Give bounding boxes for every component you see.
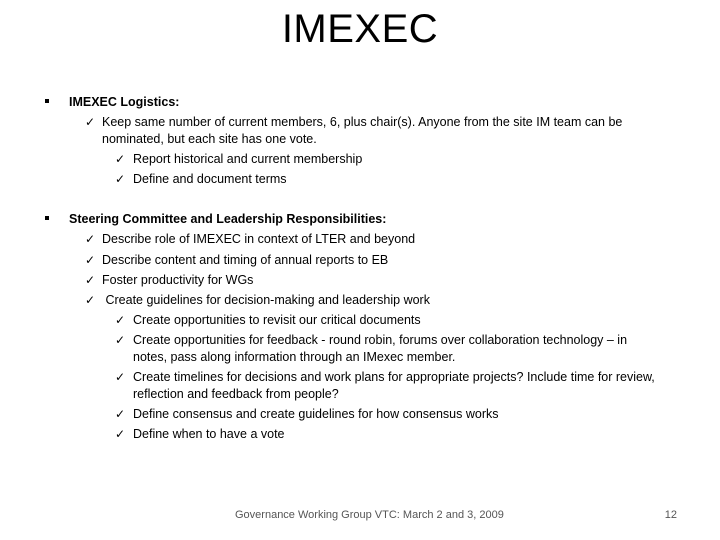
steering-sub-item: Create opportunities to revisit our critical documents (133, 313, 421, 327)
checkmark-icon: ✓ (115, 313, 126, 327)
logistics-point-line1: Keep same number of current members, 6, plus chair(s). Anyone from the site IM team can be (102, 115, 623, 129)
steering-sub-item-cont: notes, pass along information through an IMexec member. (133, 350, 456, 364)
square-bullet-icon (45, 216, 49, 220)
steering-sub-item: Define when to have a vote (133, 427, 285, 441)
steering-point: Foster productivity for WGs (102, 273, 254, 287)
checkmark-icon: ✓ (85, 273, 96, 287)
section-steering-heading: Steering Committee and Leadership Responsibilities: (69, 212, 387, 226)
logistics-sub-item: Report historical and current membership (133, 152, 363, 166)
section-logistics-heading: IMEXEC Logistics: (69, 95, 180, 109)
steering-sub-item: Define consensus and create guidelines for how consensus works (133, 407, 499, 421)
square-bullet-icon (45, 99, 49, 103)
steering-sub-item: Create timelines for decisions and work plans for appropriate projects? Include time for review, (133, 370, 655, 384)
checkmark-icon: ✓ (115, 152, 126, 166)
checkmark-icon: ✓ (115, 172, 126, 186)
checkmark-icon: ✓ (85, 232, 96, 246)
steering-point: Create guidelines for decision-making and leadership work (102, 293, 430, 307)
checkmark-icon: ✓ (85, 293, 96, 307)
checkmark-icon: ✓ (115, 407, 126, 421)
steering-sub-item-cont: reflection and feedback from people? (133, 387, 339, 401)
checkmark-icon: ✓ (115, 370, 126, 384)
steering-point: Describe content and timing of annual reports to EB (102, 253, 389, 267)
steering-point: Describe role of IMEXEC in context of LTER and beyond (102, 232, 416, 246)
checkmark-icon: ✓ (85, 253, 96, 267)
checkmark-icon: ✓ (85, 115, 96, 129)
logistics-sub-item: Define and document terms (133, 172, 287, 186)
checkmark-icon: ✓ (115, 333, 126, 347)
slide-title: IMEXEC (281, 7, 439, 51)
page-number: 12 (664, 509, 677, 521)
steering-sub-item: Create opportunities for feedback - round robin, forums over collaboration technology – in (133, 333, 628, 347)
checkmark-icon: ✓ (115, 427, 126, 441)
footer-text: Governance Working Group VTC: March 2 and 3, 2009 (235, 509, 504, 521)
logistics-point-line2: nominated, but each site has one vote. (102, 132, 317, 146)
